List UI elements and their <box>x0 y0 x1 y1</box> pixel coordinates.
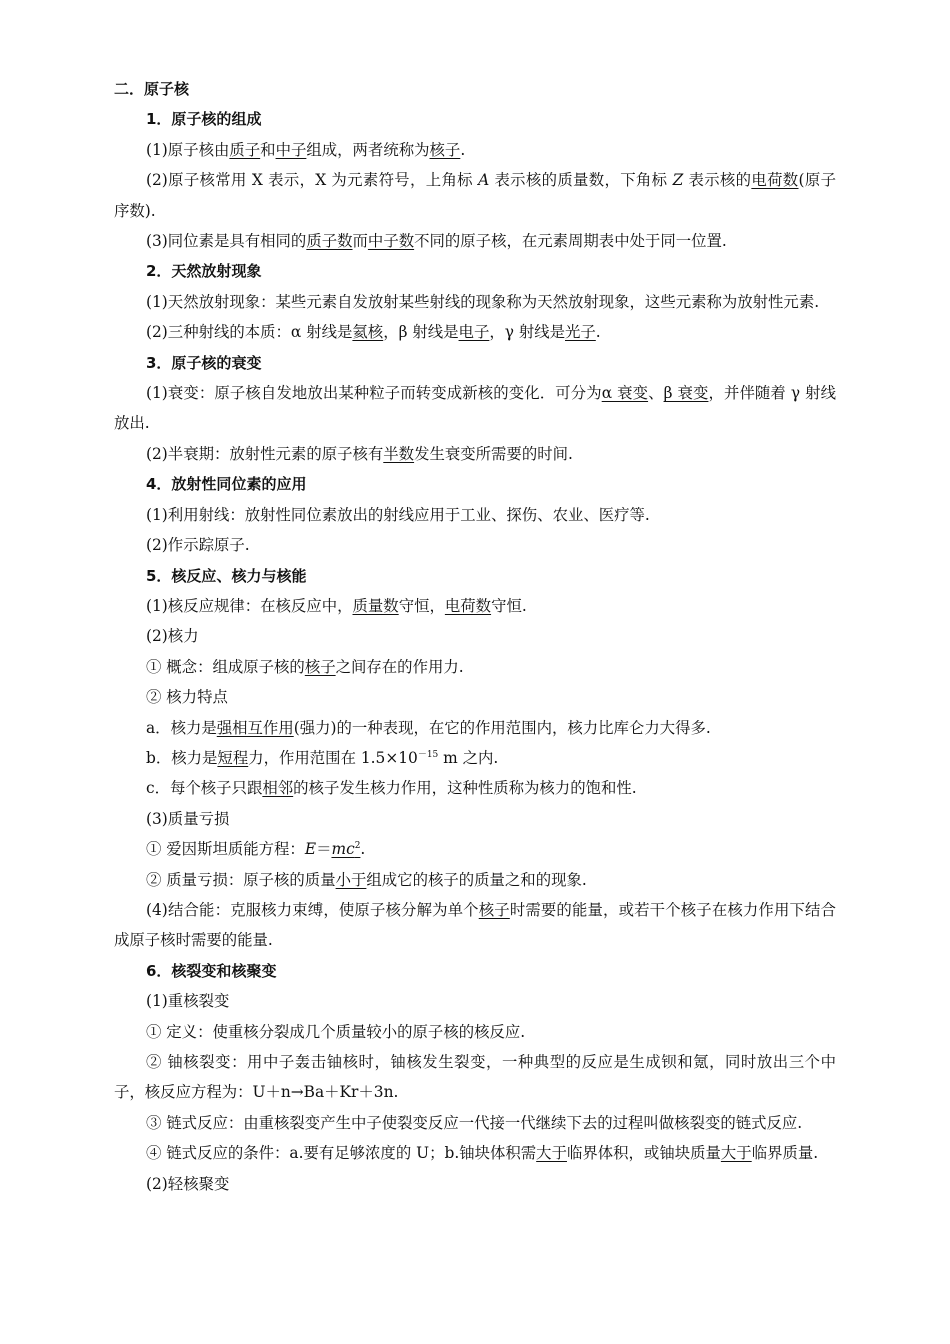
paragraph: (1)原子核由质子和中子组成，两者统称为核子. <box>146 140 466 159</box>
heading-fission-fusion: 6．核裂变和核聚变 <box>146 961 277 980</box>
paragraph: (2)三种射线的本质：α 射线是氦核，β 射线是电子，γ 射线是光子. <box>146 323 601 342</box>
underlined-term: 核子 <box>478 900 510 919</box>
paragraph: (1)天然放射现象：某些元素自发放射某些射线的现象称为天然放射现象，这些元素称为放射性元素. <box>146 292 820 311</box>
paragraph: ② 铀核裂变：用中子轰击铀核时，铀核发生裂变，一种典型的反应是生成钡和氪，同时放出三个中子，核反应方程为：U＋n→Ba＋Kr＋3n. <box>114 1053 836 1102</box>
paragraph: ① 爱因斯坦质能方程：$E=mc^2$. <box>146 840 366 859</box>
heading-isotope-applications: 4．放射性同位素的应用 <box>146 475 307 494</box>
paragraph: (1)利用射线：放射性同位素放出的射线应用于工业、探伤、农业、医疗等. <box>146 505 650 524</box>
paragraph: b．核力是短程力，作用范围在 $1.5\times 10^{-15}$ m 之内. <box>146 748 499 767</box>
paragraph: (3)同位素是具有相同的质子数而中子数不同的原子核，在元素周期表中处于同一位置. <box>146 232 727 251</box>
underlined-term: β 衰变 <box>663 384 709 403</box>
paragraph: ① 定义：使重核分裂成几个质量较小的原子核的核反应. <box>146 1022 526 1041</box>
heading-decay: 3．原子核的衰变 <box>146 353 262 372</box>
paragraph: ① 概念：组成原子核的核子之间存在的作用力. <box>146 657 464 676</box>
paragraph: (1)核反应规律：在核反应中，质量数守恒，电荷数守恒. <box>146 596 527 615</box>
paragraph: (4)结合能：克服核力束缚，使原子核分解为单个核子时需要的能量，或若干个核子在核力作用下结合成原子核时需要的能量. <box>114 900 836 950</box>
paragraph: (2)原子核常用 X 表示，X 为元素符号，上角标 A 表示核的质量数，下角标 Z 表示核的电荷数(原子序数). <box>114 171 836 220</box>
underlined-term: α 衰变 <box>601 384 649 403</box>
paragraph: ② 核力特点 <box>146 688 228 707</box>
underlined-term: 质量数 <box>352 596 399 615</box>
paragraph: ③ 链式反应：由重核裂变产生中子使裂变反应一代接一代继续下去的过程叫做核裂变的链式反应. <box>146 1113 803 1132</box>
underlined-term: 大于 <box>720 1144 752 1163</box>
underlined-term: 质子 <box>229 140 261 159</box>
underlined-term: 相邻 <box>262 779 294 798</box>
paragraph: ② 质量亏损：原子核的质量小于组成它的核子的质量之和的现象. <box>146 870 587 889</box>
paragraph: (1)重核裂变 <box>146 992 230 1011</box>
underlined-term: 中子数 <box>367 232 415 251</box>
underlined-term: 半数 <box>383 444 415 463</box>
underlined-term: 大于 <box>536 1144 567 1163</box>
paragraph: (3)质量亏损 <box>146 809 230 828</box>
paragraph: (1)衰变：原子核自发地放出某种粒子而转变成新核的变化．可分为α 衰变、β 衰变，并伴随着 γ 射线放出. <box>114 384 836 433</box>
paragraph: a．核力是强相互作用(强力)的一种表现，在它的作用范围内，核力比库仑力大得多. <box>146 718 711 737</box>
underlined-term: 小于 <box>335 870 367 889</box>
paragraph: (2)作示踪原子. <box>146 536 250 555</box>
paragraph: ④ 链式反应的条件：a.要有足够浓度的 U；b.铀块体积需大于临界体积，或铀块质量大于临界质量. <box>146 1144 819 1163</box>
underlined-term: 核子 <box>304 657 336 676</box>
underlined-term: 光子 <box>565 323 596 342</box>
underlined-term: 电荷数 <box>751 171 799 190</box>
underlined-term: 氦核 <box>352 323 384 342</box>
underlined-term: 电荷数 <box>444 596 492 615</box>
underlined-term: 电子 <box>458 323 490 342</box>
paragraph: (2)半衰期：放射性元素的原子核有半数发生衰变所需要的时间. <box>146 444 573 463</box>
paragraph: (2)轻核聚变 <box>146 1174 230 1193</box>
heading-radioactivity: 2．天然放射现象 <box>146 262 262 281</box>
underlined-term: 质子数 <box>306 232 353 251</box>
underlined-term: 强相互作用 <box>216 718 294 737</box>
heading-composition: 1．原子核的组成 <box>146 110 262 129</box>
underlined-term: 中子 <box>275 140 307 159</box>
paragraph: c．每个核子只跟相邻的核子发生核力作用，这种性质称为核力的饱和性. <box>146 779 637 798</box>
paragraph: (2)核力 <box>146 627 199 646</box>
underlined-term: $mc^2$ <box>331 840 361 859</box>
underlined-term: 短程 <box>217 748 249 767</box>
underlined-term: 核子 <box>429 140 461 159</box>
heading-nuclear-reaction: 5．核反应、核力与核能 <box>146 566 307 585</box>
section-title: 二．原子核 <box>114 80 190 98</box>
